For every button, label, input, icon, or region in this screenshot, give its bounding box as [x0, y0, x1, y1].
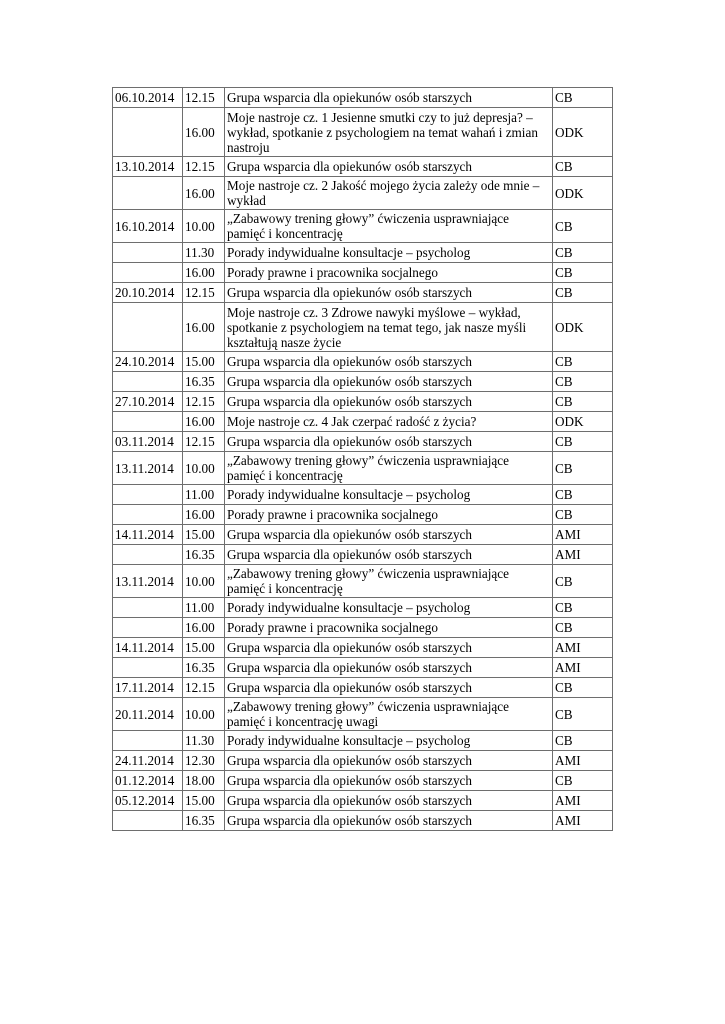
schedule-body	[113, 88, 613, 831]
description-cell: Moje nastroje cz. 1 Jesienne smutki czy to już depresja? – wykład, spotkanie z psychologiem na temat wahań i zmian nastroju	[225, 108, 553, 157]
date-cell: 27.10.2014	[113, 392, 183, 412]
date-cell: 20.10.2014	[113, 283, 183, 303]
location-code-cell: ODK	[553, 303, 613, 352]
table-row	[113, 263, 613, 283]
location-code-cell: AMI	[553, 811, 613, 831]
location-code-cell: CB	[553, 452, 613, 485]
description-cell: Grupa wsparcia dla opiekunów osób starszych	[225, 88, 553, 108]
table-row	[113, 565, 613, 598]
table-row	[113, 372, 613, 392]
time-cell: 16.00	[183, 505, 225, 525]
location-code-cell: CB	[553, 432, 613, 452]
location-code-cell: AMI	[553, 525, 613, 545]
time-cell: 12.15	[183, 392, 225, 412]
description-cell: Grupa wsparcia dla opiekunów osób starszych	[225, 352, 553, 372]
time-cell: 15.00	[183, 352, 225, 372]
description-cell: „Zabawowy trening głowy” ćwiczenia usprawniające pamięć i koncentrację	[225, 210, 553, 243]
date-cell: 20.11.2014	[113, 698, 183, 731]
time-cell: 10.00	[183, 565, 225, 598]
location-code-cell: CB	[553, 392, 613, 412]
description-cell: Grupa wsparcia dla opiekunów osób starszych	[225, 283, 553, 303]
table-row	[113, 618, 613, 638]
description-cell: Grupa wsparcia dla opiekunów osób starszych	[225, 771, 553, 791]
time-cell: 11.00	[183, 598, 225, 618]
description-cell: Grupa wsparcia dla opiekunów osób starszych	[225, 545, 553, 565]
date-cell	[113, 263, 183, 283]
description-cell: Grupa wsparcia dla opiekunów osób starszych	[225, 372, 553, 392]
date-cell	[113, 618, 183, 638]
location-code-cell: CB	[553, 352, 613, 372]
table-row	[113, 352, 613, 372]
time-cell: 15.00	[183, 525, 225, 545]
time-cell: 15.00	[183, 791, 225, 811]
location-code-cell: AMI	[553, 751, 613, 771]
table-row	[113, 303, 613, 352]
date-cell	[113, 243, 183, 263]
table-row	[113, 88, 613, 108]
location-code-cell: CB	[553, 698, 613, 731]
date-cell: 03.11.2014	[113, 432, 183, 452]
schedule-table	[112, 87, 613, 831]
description-cell: Porady indywidualne konsultacje – psycholog	[225, 243, 553, 263]
date-cell: 05.12.2014	[113, 791, 183, 811]
table-row	[113, 678, 613, 698]
table-row	[113, 811, 613, 831]
description-cell: Grupa wsparcia dla opiekunów osób starszych	[225, 392, 553, 412]
description-cell: Grupa wsparcia dla opiekunów osób starszych	[225, 791, 553, 811]
table-row	[113, 485, 613, 505]
time-cell: 12.15	[183, 283, 225, 303]
date-cell: 13.11.2014	[113, 452, 183, 485]
date-cell	[113, 372, 183, 392]
date-cell	[113, 505, 183, 525]
table-row	[113, 751, 613, 771]
time-cell: 16.00	[183, 177, 225, 210]
date-cell	[113, 545, 183, 565]
description-cell: Moje nastroje cz. 4 Jak czerpać radość z życia?	[225, 412, 553, 432]
date-cell: 01.12.2014	[113, 771, 183, 791]
time-cell: 18.00	[183, 771, 225, 791]
location-code-cell: CB	[553, 263, 613, 283]
time-cell: 11.00	[183, 485, 225, 505]
location-code-cell: CB	[553, 598, 613, 618]
time-cell: 12.30	[183, 751, 225, 771]
location-code-cell: CB	[553, 731, 613, 751]
date-cell: 13.10.2014	[113, 157, 183, 177]
description-cell: Porady prawne i pracownika socjalnego	[225, 263, 553, 283]
description-cell: „Zabawowy trening głowy” ćwiczenia usprawniające pamięć i koncentrację	[225, 565, 553, 598]
date-cell	[113, 108, 183, 157]
time-cell: 16.35	[183, 545, 225, 565]
time-cell: 16.00	[183, 412, 225, 432]
description-cell: Grupa wsparcia dla opiekunów osób starszych	[225, 811, 553, 831]
location-code-cell: CB	[553, 771, 613, 791]
table-row	[113, 108, 613, 157]
table-row	[113, 432, 613, 452]
description-cell: Grupa wsparcia dla opiekunów osób starszych	[225, 658, 553, 678]
table-row	[113, 243, 613, 263]
time-cell: 10.00	[183, 210, 225, 243]
date-cell	[113, 811, 183, 831]
table-row	[113, 505, 613, 525]
location-code-cell: CB	[553, 485, 613, 505]
table-row	[113, 698, 613, 731]
date-cell	[113, 303, 183, 352]
table-row	[113, 791, 613, 811]
description-cell: Porady prawne i pracownika socjalnego	[225, 505, 553, 525]
location-code-cell: CB	[553, 88, 613, 108]
date-cell: 17.11.2014	[113, 678, 183, 698]
location-code-cell: CB	[553, 243, 613, 263]
date-cell: 06.10.2014	[113, 88, 183, 108]
location-code-cell: CB	[553, 372, 613, 392]
date-cell	[113, 177, 183, 210]
time-cell: 16.00	[183, 303, 225, 352]
location-code-cell: CB	[553, 565, 613, 598]
date-cell	[113, 412, 183, 432]
location-code-cell: CB	[553, 618, 613, 638]
date-cell	[113, 731, 183, 751]
time-cell: 12.15	[183, 678, 225, 698]
description-cell: Porady prawne i pracownika socjalnego	[225, 618, 553, 638]
description-cell: Porady indywidualne konsultacje – psycholog	[225, 485, 553, 505]
time-cell: 11.30	[183, 243, 225, 263]
time-cell: 16.00	[183, 263, 225, 283]
table-row	[113, 452, 613, 485]
table-row	[113, 598, 613, 618]
date-cell: 24.10.2014	[113, 352, 183, 372]
location-code-cell: ODK	[553, 412, 613, 432]
date-cell: 16.10.2014	[113, 210, 183, 243]
description-cell: Grupa wsparcia dla opiekunów osób starszych	[225, 638, 553, 658]
description-cell: Grupa wsparcia dla opiekunów osób starszych	[225, 432, 553, 452]
date-cell: 13.11.2014	[113, 565, 183, 598]
description-cell: „Zabawowy trening głowy” ćwiczenia usprawniające pamięć i koncentrację	[225, 452, 553, 485]
time-cell: 15.00	[183, 638, 225, 658]
table-row	[113, 157, 613, 177]
description-cell: Grupa wsparcia dla opiekunów osób starszych	[225, 157, 553, 177]
time-cell: 10.00	[183, 452, 225, 485]
table-row	[113, 731, 613, 751]
time-cell: 16.35	[183, 372, 225, 392]
location-code-cell: AMI	[553, 791, 613, 811]
location-code-cell: CB	[553, 283, 613, 303]
table-row	[113, 392, 613, 412]
table-row	[113, 525, 613, 545]
description-cell: Moje nastroje cz. 2 Jakość mojego życia zależy ode mnie – wykład	[225, 177, 553, 210]
description-cell: Grupa wsparcia dla opiekunów osób starszych	[225, 751, 553, 771]
description-cell: Porady indywidualne konsultacje – psycholog	[225, 598, 553, 618]
date-cell: 24.11.2014	[113, 751, 183, 771]
location-code-cell: CB	[553, 157, 613, 177]
date-cell	[113, 598, 183, 618]
date-cell: 14.11.2014	[113, 638, 183, 658]
table-row	[113, 638, 613, 658]
table-row	[113, 412, 613, 432]
table-row	[113, 658, 613, 678]
location-code-cell: ODK	[553, 177, 613, 210]
time-cell: 10.00	[183, 698, 225, 731]
table-row	[113, 177, 613, 210]
time-cell: 12.15	[183, 432, 225, 452]
time-cell: 12.15	[183, 88, 225, 108]
table-row	[113, 545, 613, 565]
date-cell	[113, 485, 183, 505]
time-cell: 12.15	[183, 157, 225, 177]
time-cell: 16.00	[183, 618, 225, 638]
time-cell: 16.35	[183, 811, 225, 831]
description-cell: Moje nastroje cz. 3 Zdrowe nawyki myślowe – wykład, spotkanie z psychologiem na temat tego, jak nasze myśli kształtują nasze życie	[225, 303, 553, 352]
date-cell	[113, 658, 183, 678]
description-cell: Grupa wsparcia dla opiekunów osób starszych	[225, 525, 553, 545]
table-row	[113, 283, 613, 303]
time-cell: 11.30	[183, 731, 225, 751]
description-cell: „Zabawowy trening głowy” ćwiczenia usprawniające pamięć i koncentrację uwagi	[225, 698, 553, 731]
location-code-cell: ODK	[553, 108, 613, 157]
description-cell: Porady indywidualne konsultacje – psycholog	[225, 731, 553, 751]
location-code-cell: AMI	[553, 638, 613, 658]
location-code-cell: CB	[553, 678, 613, 698]
location-code-cell: AMI	[553, 658, 613, 678]
date-cell: 14.11.2014	[113, 525, 183, 545]
table-row	[113, 210, 613, 243]
location-code-cell: AMI	[553, 545, 613, 565]
time-cell: 16.00	[183, 108, 225, 157]
location-code-cell: CB	[553, 505, 613, 525]
table-row	[113, 771, 613, 791]
time-cell: 16.35	[183, 658, 225, 678]
description-cell: Grupa wsparcia dla opiekunów osób starszych	[225, 678, 553, 698]
location-code-cell: CB	[553, 210, 613, 243]
